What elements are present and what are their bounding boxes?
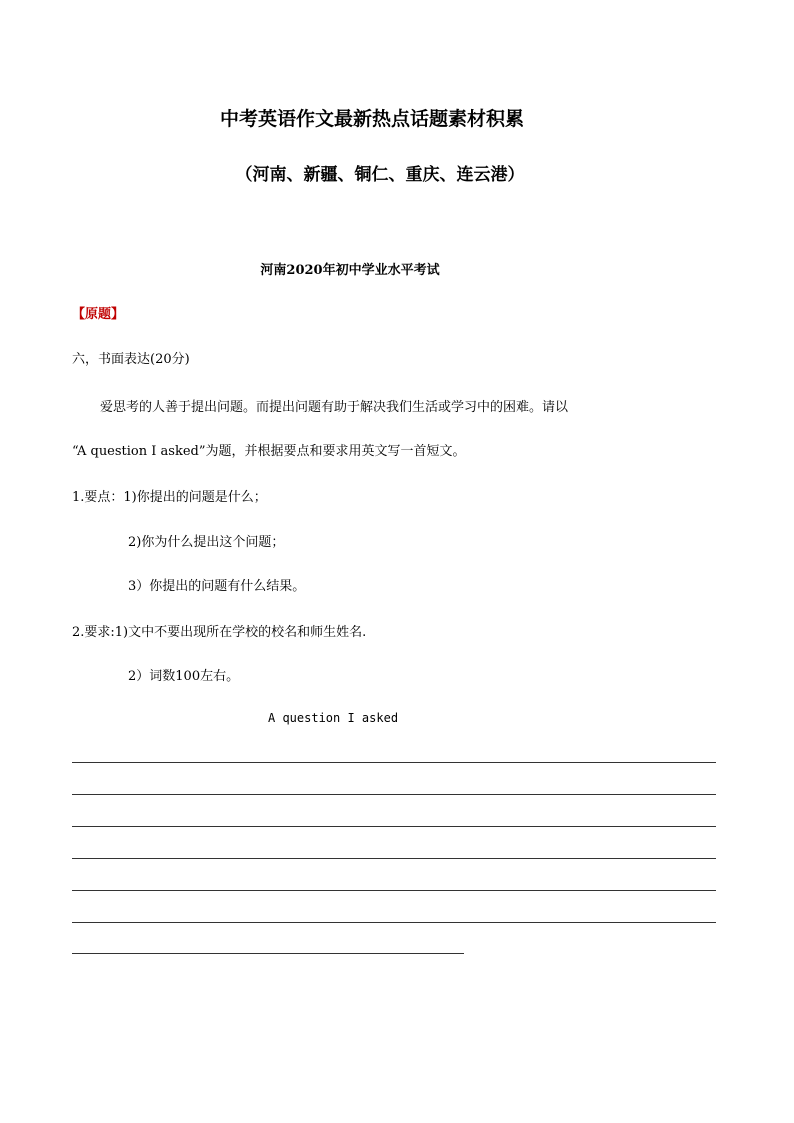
exam-title: 河南2020年初中学业水平考试 [260, 263, 440, 278]
original-question-tag: 【原题】 [72, 307, 125, 322]
document-subtitle: （河南、新疆、铜仁、重庆、连云港） [235, 165, 525, 185]
requirement-1: 2.要求:1)文中不要出现所在学校的校名和师生姓名. [72, 625, 367, 640]
prompt-paragraph-2 [72, 440, 466, 459]
prompt-paragraph-2-text: “A question I asked”为题，并根据要点和要求用英文写一首短文。 [72, 444, 466, 459]
point-2: 2)你为什么提出这个问题； [128, 535, 285, 550]
writing-line-5 [72, 890, 716, 891]
writing-line-4 [72, 858, 716, 859]
section-heading: 六，书面表达(20分) [72, 352, 190, 367]
point-1: 1.要点：1)你提出的问题是什么； [72, 490, 267, 505]
writing-line-1 [72, 762, 716, 763]
writing-line-2 [72, 794, 716, 795]
point-3: 3）你提出的问题有什么结果。 [128, 579, 306, 594]
essay-title: A question I asked [268, 711, 399, 725]
writing-line-7 [72, 953, 464, 954]
prompt-paragraph-1: 爱思考的人善于提出问题。而提出问题有助于解决我们生活或学习中的困难。请以 [100, 400, 569, 415]
writing-line-6 [72, 922, 716, 923]
writing-line-3 [72, 826, 716, 827]
document-title: 中考英语作文最新热点话题素材积累 [219, 108, 524, 130]
requirement-2: 2）词数100左右。 [128, 669, 240, 684]
